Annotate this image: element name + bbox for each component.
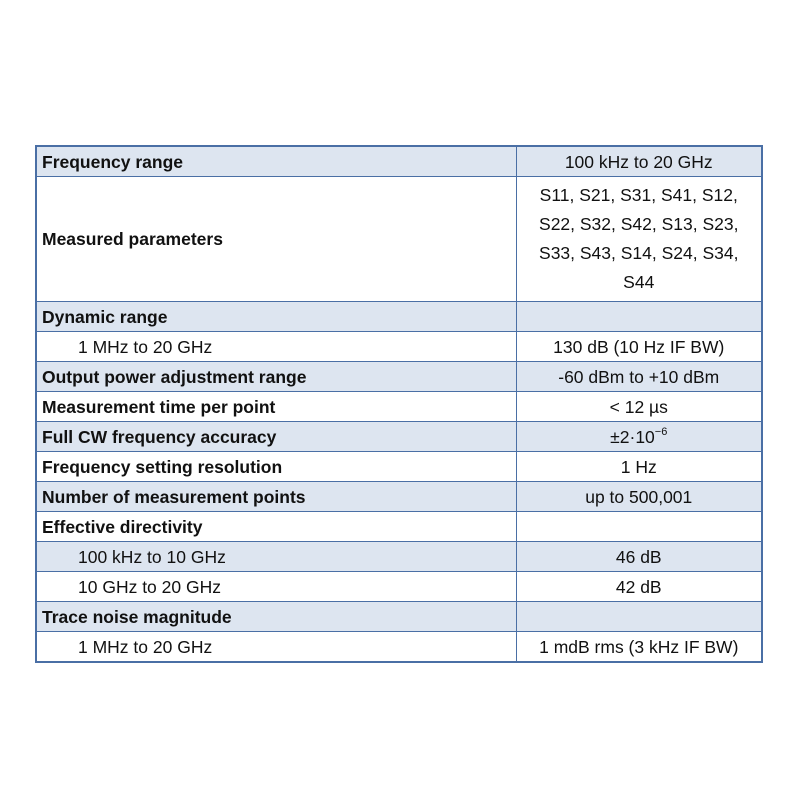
row-label: Frequency setting resolution: [36, 452, 516, 482]
row-value: [516, 422, 762, 452]
row-value: 130 dB (10 Hz IF BW): [516, 332, 762, 362]
row-label: Measurement time per point: [36, 392, 516, 422]
row-label: 100 kHz to 10 GHz: [36, 542, 516, 572]
row-label: 10 GHz to 20 GHz: [36, 572, 516, 602]
row-label: Dynamic range: [36, 302, 516, 332]
table-row: [36, 572, 762, 602]
table-row: [36, 602, 762, 632]
row-value: < 12 µs: [516, 392, 762, 422]
accuracy-base: ±2·10: [610, 426, 655, 447]
row-label: Output power adjustment range: [36, 362, 516, 392]
row-value: [516, 302, 762, 332]
row-value: [516, 512, 762, 542]
table-row: [36, 482, 762, 512]
row-value: [516, 602, 762, 632]
row-label: Frequency range: [36, 146, 516, 177]
row-value: 1 mdB rms (3 kHz IF BW): [516, 632, 762, 663]
table-row: [36, 362, 762, 392]
table-row: [36, 422, 762, 452]
row-label: Full CW frequency accuracy: [36, 422, 516, 452]
specifications-table: [35, 145, 763, 663]
row-value: 1 Hz: [516, 452, 762, 482]
row-label: Trace noise magnitude: [36, 602, 516, 632]
row-value: 46 dB: [516, 542, 762, 572]
table-row: [36, 512, 762, 542]
row-label: Number of measurement points: [36, 482, 516, 512]
row-label: 1 MHz to 20 GHz: [36, 332, 516, 362]
row-label: Effective directivity: [36, 512, 516, 542]
table-row: [36, 452, 762, 482]
row-value: -60 dBm to +10 dBm: [516, 362, 762, 392]
table-row: [36, 392, 762, 422]
table-row: [36, 177, 762, 302]
row-value: S11, S21, S31, S41, S12, S22, S32, S42, S13, S23, S33, S43, S14, S24, S34, S44: [516, 177, 762, 302]
row-label: 1 MHz to 20 GHz: [36, 632, 516, 663]
table-row: [36, 146, 762, 177]
row-value: up to 500,001: [516, 482, 762, 512]
table-row: [36, 632, 762, 663]
row-label: Measured parameters: [36, 177, 516, 302]
row-value: 42 dB: [516, 572, 762, 602]
table-row: [36, 302, 762, 332]
row-value: 100 kHz to 20 GHz: [516, 146, 762, 177]
table-row: [36, 332, 762, 362]
accuracy-exponent: −6: [654, 425, 668, 438]
table-row: [36, 542, 762, 572]
